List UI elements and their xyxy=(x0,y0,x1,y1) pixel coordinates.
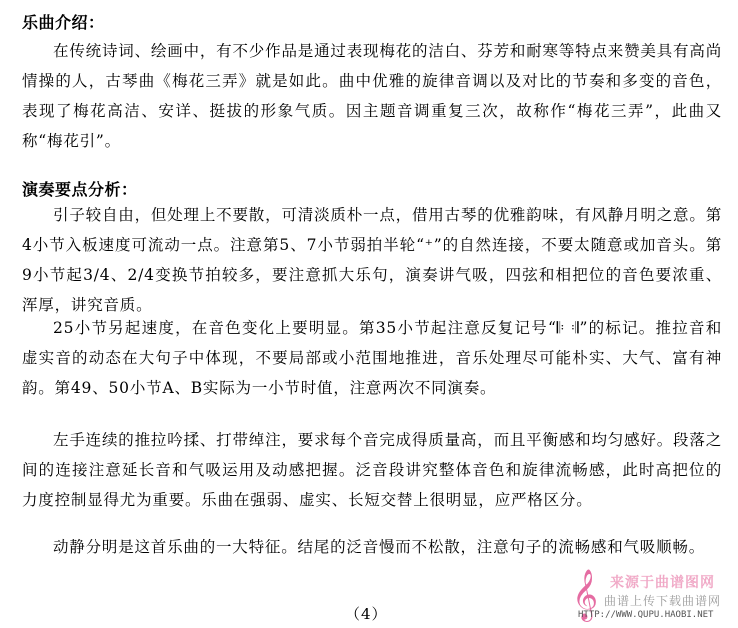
analysis-paragraph-3: 左手连续的推拉吟揉、打带绰注，要求每个音完成得质量高，而且平衡感和均匀感好。段落之间的连接注意延长音和气吸运用及动感把握。泛音段讲究整体音色和旋律流畅感，此时高把位的力度控制显得尤为重要。乐曲在强弱、虚实、长短交替上很明显，应严格区分。 xyxy=(22,431,722,509)
section-heading-analysis: 演奏要点分析： xyxy=(22,180,138,199)
section-heading-intro: 乐曲介绍： xyxy=(22,13,105,32)
intro-paragraph: 在传统诗词、绘画中，有不少作品是通过表现梅花的洁白、芬芳和耐寒等特点来赞美具有高尚情操的人，古琴曲《梅花三弄》就是如此。曲中优雅的旋律音调以及对比的节奏和多变的音色，表现了梅花高洁、安详、挺拔的形象气质。因主题音调重复三次，故称作“梅花三弄”，此曲又称“梅花引”。 xyxy=(22,42,722,150)
analysis-paragraph-1: 引子较自由，但处理上不要散，可清淡质朴一点，借用古琴的优雅韵味，有风静月明之意。第4小节入板速度可流动一点。注意第5、7小节弱拍半轮“⁺”的自然连接，不要太随意或加音头。第9小节起3/4、2/4变换节拍较多，要注意抓大乐句，演奏讲气吸，四弦和相把位的音色要浓重、浑厚，讲究音质。 xyxy=(22,206,722,314)
page-number: （4） xyxy=(345,605,388,623)
watermark-url: HTTP://WWW.QUPU.HAOBI.NET xyxy=(578,610,714,620)
analysis-paragraph-2: 25小节另起速度，在音色变化上要明显。第35小节起注意反复记号“𝄆 𝄇”的标记。推拉音和虚实音的动态在大句子中体现，不要局部或小范围地推进，音乐处理尽可能朴实、大气、富有神韵。第49、50小节A、B实际为一小节时值，注意两次不同演奏。 xyxy=(22,319,722,397)
treble-clef-icon: 𝄞 xyxy=(572,569,599,620)
site-watermark xyxy=(572,568,732,626)
analysis-paragraph-4: 动静分明是这首乐曲的一大特征。结尾的泛音慢而不松散，注意句子的流畅感和气吸顺畅。 xyxy=(53,538,706,556)
watermark-line-2: 曲谱上传下载曲谱网 xyxy=(604,594,722,608)
watermark-line-1: 来源于曲谱图网 xyxy=(610,575,715,591)
